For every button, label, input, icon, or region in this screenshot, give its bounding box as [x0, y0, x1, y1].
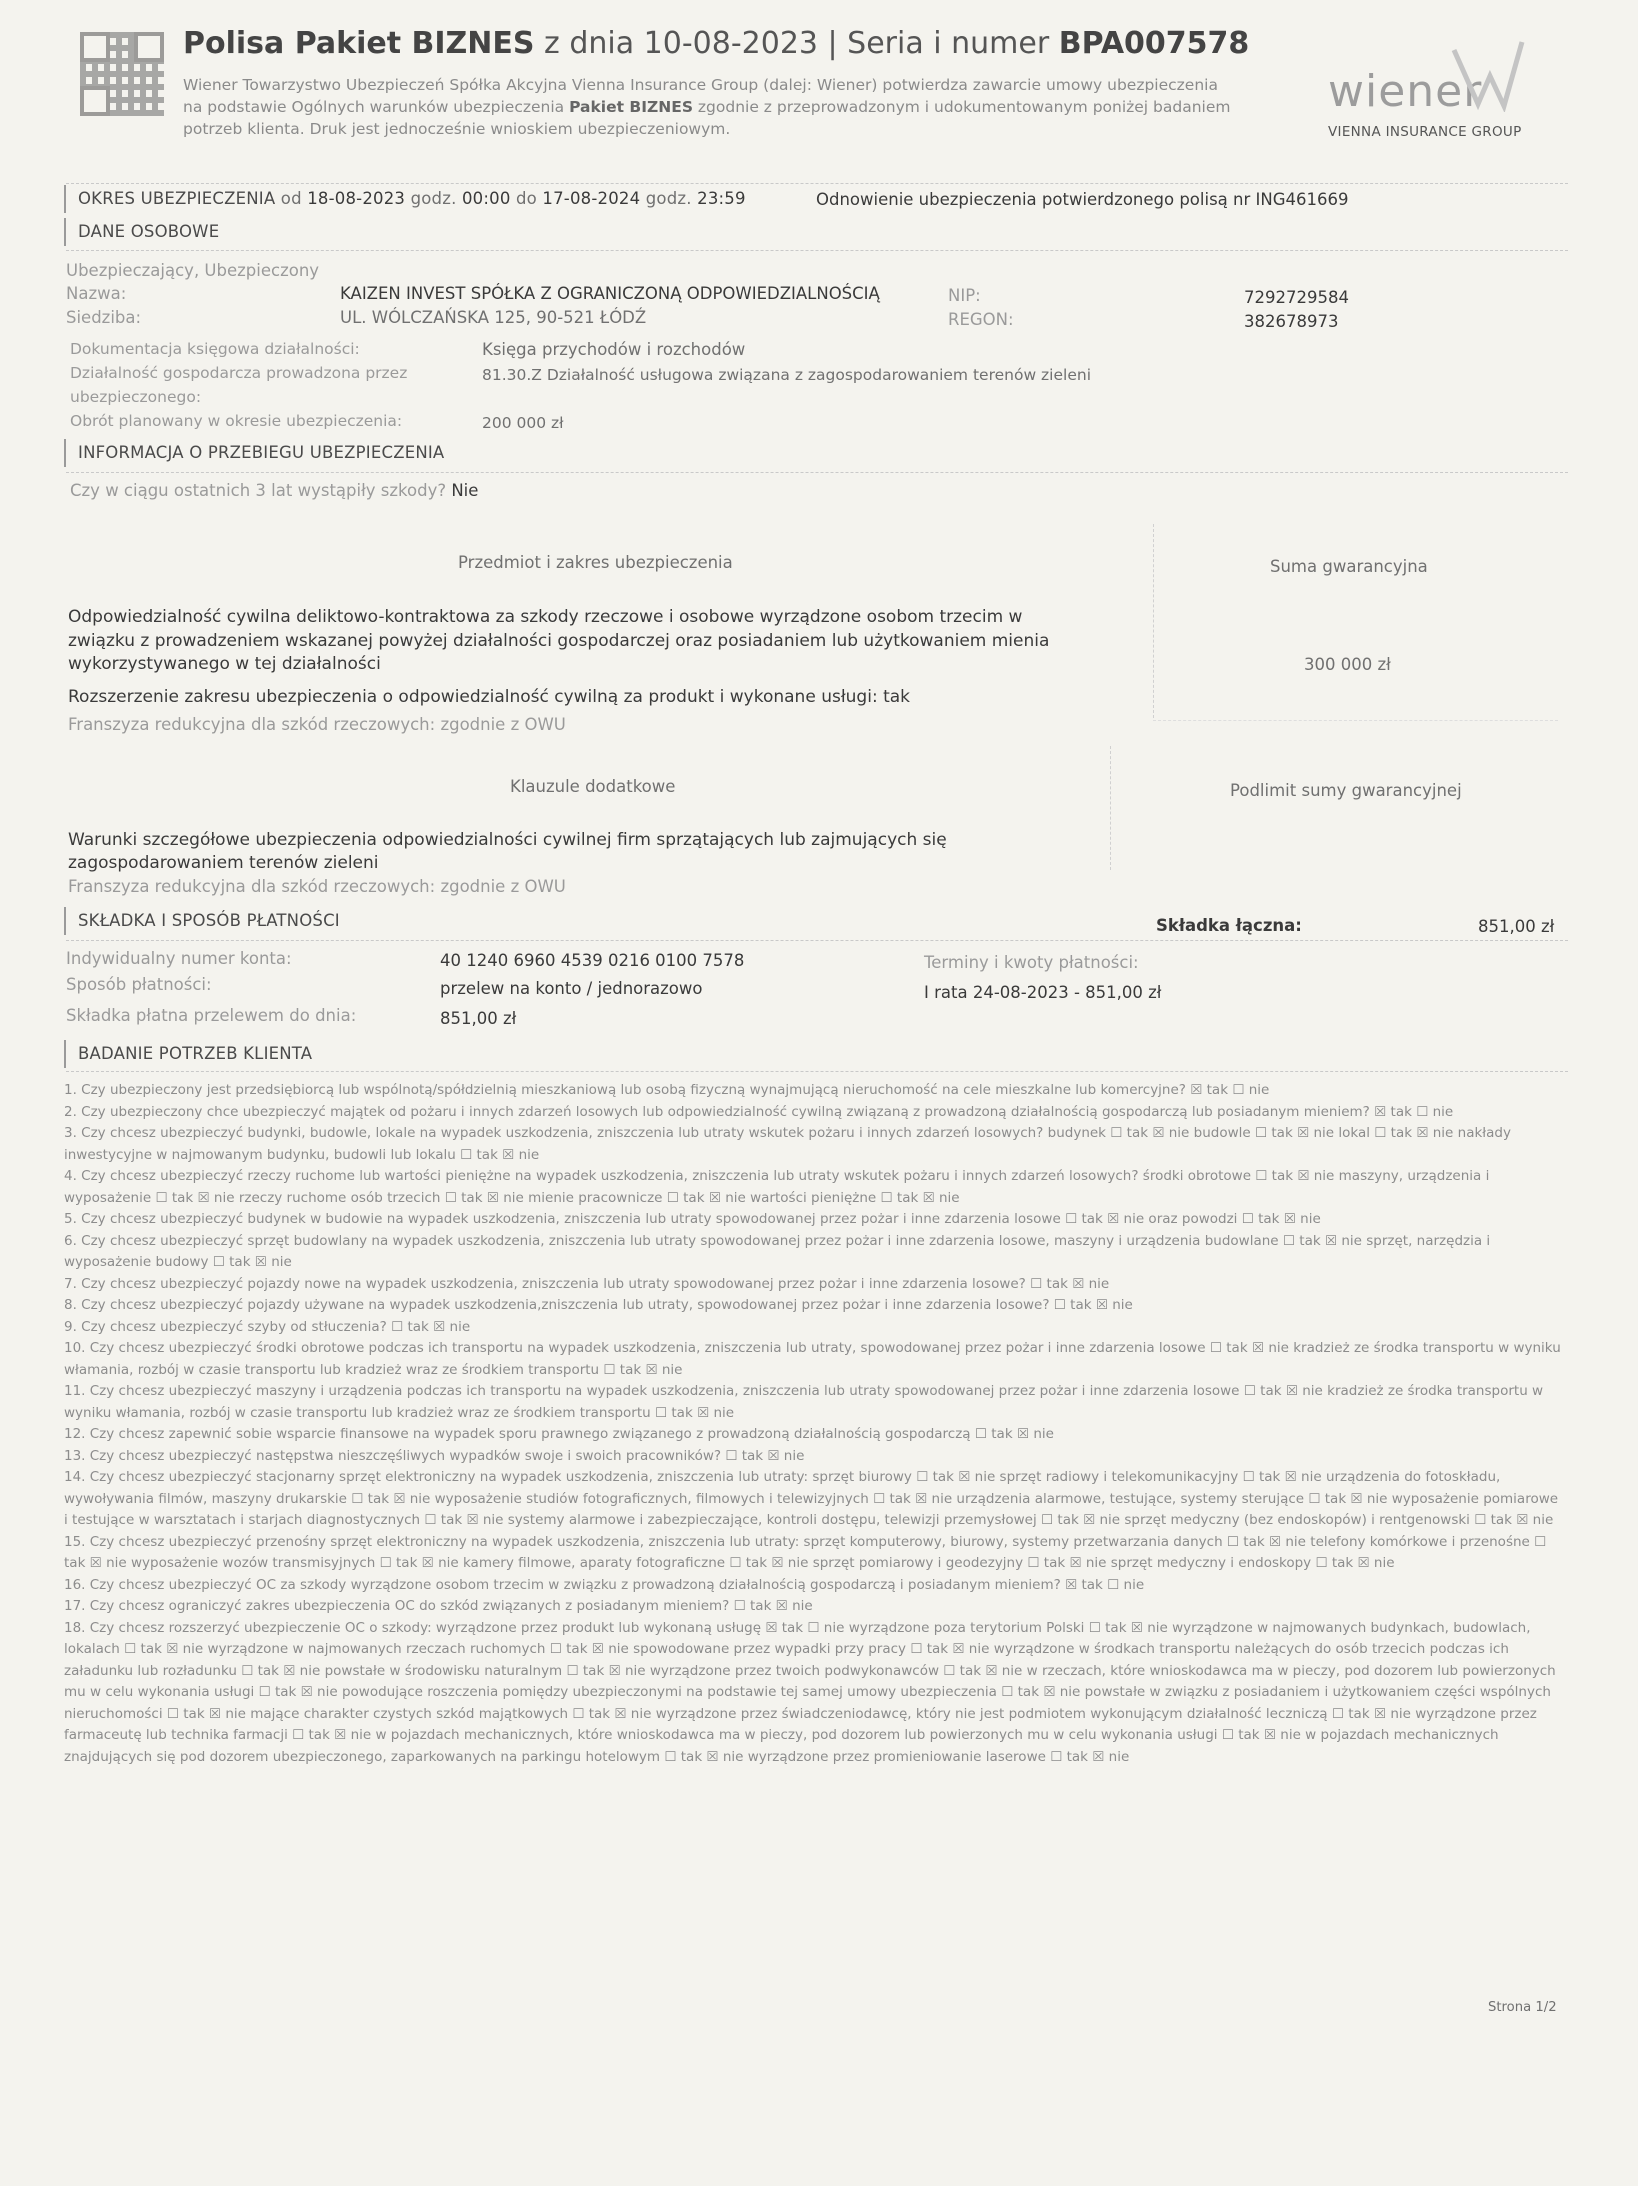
role-label: Ubezpieczający, Ubezpieczony [66, 261, 320, 280]
page-number: Strona 1/2 [1488, 2000, 1557, 2015]
renewal-note: Odnowienie ubezpieczenia potwierdzonego polisą nr ING461669 [816, 190, 1349, 209]
col-subject-header: Przedmiot i zakres ubezpieczenia [458, 553, 733, 572]
needs-question-15: 15. Czy chcesz ubezpieczyć przenośny sprzęt elektroniczny na wypadek uszkodzenia, zniszczenia lub utraty: sprzęt komputerowy, biurowy, systemy przetwarzania danych ☐ tak ☒ nie telefony komórkowe i przenośne ☐ tak ☒ nie wyposażenie wozów transmisyjnych ☐ tak ☒ nie kamery filmowe, aparaty fotograficzne ☐ tak ☒ nie sprzęt pomiarowy i geodezyjny ☐ tak ☒ nie sprzęt medyczny i endoskopy ☐ tak ☒ nie [64, 1533, 1547, 1571]
document-title [183, 26, 1249, 61]
coverage-item-1a: Odpowiedzialność cywilna deliktowo-kontraktowa za szkody rzeczowe i osobowe wyrządzone osobom trzecim w [68, 607, 1023, 627]
col-clauses-header: Klauzule dodatkowe [510, 777, 676, 796]
transfer-label: Składka płatna przelewem do dnia: [66, 1006, 357, 1025]
activity-label-1: Działalność gospodarcza prowadzona przez [70, 364, 408, 382]
logo-subtitle: VIENNA INSURANCE GROUP [1328, 124, 1522, 140]
policy-name: Polisa Pakiet BIZNES [183, 26, 535, 61]
regon-value: 382678973 [1244, 312, 1339, 331]
section-personal: DANE OSOBOWE [64, 218, 219, 246]
needs-question-11: 11. Czy chcesz ubezpieczyć maszyny i urządzenia podczas ich transportu na wypadek uszkodzenia, zniszczenia lub utraty spowodowanej przez pożar i inne zdarzenia losowe ☐ tak ☒ nie kradzież ze środka transportu w wyniku włamania, rozbój w czasie transportu lub kradzież wraz ze środkiem transportu ☐ tak ☒ nie [64, 1383, 1544, 1421]
needs-question-2: 2. Czy ubezpieczony chce ubezpieczyć majątek od pożaru i innych zdarzeń losowych lub odpowiedzialność cywilną związaną z prowadzoną działalnością gospodarczą lub posiadanym mieniem? ☒ tak ☐ nie [64, 1103, 1454, 1120]
needs-question-17: 17. Czy chcesz ograniczyć zakres ubezpieczenia OC do szkód związanych z posiadanym mieniem? ☐ tak ☒ nie [64, 1598, 813, 1614]
intro-line-3: potrzeb klienta. Druk jest jednocześnie wnioskiem ubezpieczeniowym. [183, 120, 731, 138]
needs-question-12: 12. Czy chcesz zapewnić sobie wsparcie finansowe na wypadek sporu prawnego związanego z prowadzoną działalnością gospodarczą ☐ tak ☒ nie [64, 1426, 1054, 1442]
period-od: od [280, 189, 302, 208]
policy-number: BPA007578 [1058, 26, 1250, 61]
needs-question-16: 16. Czy chcesz ubezpieczyć OC za szkody wyrządzone osobom trzecim w związku z prowadzoną działalnością gospodarczą i posiadanym mieniem? ☒ tak ☐ nie [64, 1576, 1145, 1593]
nip-value: 7292729584 [1244, 288, 1349, 307]
period-godz-1: godz. [410, 189, 457, 208]
needs-question-9: 9. Czy chcesz ubezpieczyć szyby od stłuczenia? ☐ tak ☒ nie [64, 1318, 471, 1335]
installment-value: I rata 24-08-2023 - 851,00 zł [924, 983, 1162, 1002]
account-label: Indywidualny numer konta: [66, 949, 292, 968]
coverage-item-1c: wykorzystywanego w tej działalności [68, 654, 381, 674]
col-sublimit-header: Podlimit sumy gwarancyjnej [1230, 781, 1462, 800]
intro-line-2b: Pakiet BIZNES [569, 98, 693, 116]
needs-question-list [64, 1080, 1564, 1768]
activity-label-2: ubezpieczonego: [70, 388, 202, 406]
qr-code [80, 32, 164, 116]
needs-question-4: 4. Czy chcesz ubezpieczyć rzeczy ruchome lub wartości pieniężne na wypadek uszkodzenia, zniszczenia lub utraty wskutek pożaru i innych zdarzeń losowych? środki obrotowe ☐ tak ☒ nie maszyny, urządzenia i wyposażenie ☐ tak ☒ nie rzeczy ruchome osób trzecich ☐ tak ☒ nie mienie pracownicze ☐ tak ☒ nie wartości pieniężne ☐ tak ☒ nie [64, 1168, 1490, 1206]
seat-label: Siedziba: [66, 308, 142, 327]
method-label: Sposób płatności: [66, 975, 212, 994]
intro-line-2a: na podstawie Ogólnych warunków ubezpieczenia [183, 98, 565, 116]
franchise-1: Franszyza redukcyjna dla szkód rzeczowych: zgodnie z OWU [68, 715, 566, 734]
nip-label: NIP: [948, 286, 981, 305]
name-label: Nazwa: [66, 284, 127, 303]
seat-value: UL. WÓLCZAŃSKA 125, 90-521 ŁÓDŹ [340, 308, 647, 327]
regon-label: REGON: [948, 310, 1014, 329]
intro-text [183, 74, 1303, 140]
name-value: KAIZEN INVEST SPÓŁKA Z OGRANICZONĄ ODPOWIEDZIALNOŚCIĄ [340, 284, 880, 303]
total-label: Składka łączna: [1156, 916, 1302, 935]
intro-line-2 [183, 96, 1303, 118]
period-row [64, 185, 746, 213]
needs-question-7: 7. Czy chcesz ubezpieczyć pojazdy nowe na wypadek uszkodzenia, zniszczenia lub utraty spowodowanej przez pożar i inne zdarzenia losowe? ☐ tak ☒ nie [64, 1275, 1110, 1292]
history-row [70, 481, 478, 500]
total-value: 851,00 zł [1478, 917, 1555, 936]
activity-value: 81.30.Z Działalność usługowa związana z zagospodarowaniem terenów zieleni [482, 366, 1091, 384]
period-from-date: 18-08-2023 [307, 189, 406, 208]
policy-date: z dnia 10-08-2023 | Seria i numer [544, 26, 1050, 61]
section-payment: SKŁADKA I SPOSÓB PŁATNOŚCI [64, 907, 340, 935]
period-from-time: 00:00 [461, 189, 511, 208]
period-to-time: 23:59 [697, 189, 746, 208]
period-godz-2: godz. [645, 189, 692, 208]
needs-question-8: 8. Czy chcesz ubezpieczyć pojazdy używane na wypadek uszkodzenia,zniszczenia lub utraty, spowodowanej przez pożar i inne zdarzenia losowe? ☐ tak ☒ nie [64, 1297, 1133, 1313]
period-to-date: 17-08-2024 [542, 189, 641, 208]
account-value: 40 1240 6960 4539 0216 0100 7578 [440, 951, 745, 970]
coverage-item-1b: związku z prowadzeniem wskazanej powyżej działalności gospodarczej oraz posiadaniem lub użytkowaniem mienia [68, 631, 1050, 651]
needs-question-1: 1. Czy ubezpieczony jest przedsiębiorcą lub wspólnotą/spółdzielnią mieszkaniową lub osobą fizyczną wynajmującą nieruchomość na cele mieszkalne lub komercyjne? ☒ tak ☐ nie [64, 1082, 1270, 1098]
turnover-label: Obrót planowany w okresie ubezpieczenia: [70, 412, 403, 430]
section-needs: BADANIE POTRZEB KLIENTA [64, 1040, 312, 1068]
period-do: do [515, 189, 537, 208]
clause-1b: zagospodarowaniem terenów zieleni [68, 853, 379, 873]
logo-mark-icon [1448, 36, 1528, 112]
history-question: Czy w ciągu ostatnich 3 lat wystąpiły szkody? [70, 481, 447, 500]
turnover-value: 200 000 zł [482, 414, 564, 432]
terms-label: Terminy i kwoty płatności: [924, 953, 1139, 972]
needs-question-5: 5. Czy chcesz ubezpieczyć budynek w budowie na wypadek uszkodzenia, zniszczenia lub utraty spowodowanej przez pożar i inne zdarzenia losowe ☐ tak ☒ nie oraz powodzi ☐ tak ☒ nie [64, 1211, 1321, 1227]
sum-value: 300 000 zł [1304, 655, 1391, 674]
col-sum-header: Suma gwarancyjna [1270, 557, 1428, 576]
method-value: przelew na konto / jednorazowo [440, 979, 703, 998]
needs-question-13: 13. Czy chcesz ubezpieczyć następstwa nieszczęśliwych wypadków swoje i swoich pracowników? ☐ tak ☒ nie [64, 1447, 805, 1464]
coverage-item-2: Rozszerzenie zakresu ubezpieczenia o odpowiedzialność cywilną za produkt i wykonane usługi: tak [68, 687, 910, 707]
needs-question-10: 10. Czy chcesz ubezpieczyć środki obrotowe podczas ich transportu na wypadek uszkodzenia, zniszczenia lub utraty, spowodowanej przez pożar i inne zdarzenia losowe ☐ tak ☒ nie kradzież ze środka transportu w wyniku włamania, rozbój w czasie transportu lub kradzież wraz ze środkiem transportu ☐ tak ☒ nie [64, 1340, 1561, 1378]
needs-question-6: 6. Czy chcesz ubezpieczyć sprzęt budowlany na wypadek uszkodzenia, zniszczenia lub utraty spowodowanej przez pożar i inne zdarzenia losowe, maszyny i urządzenia budowlane ☐ tak ☒ nie sprzęt, narzędzia i wyposażenie budowy ☐ tak ☒ nie [64, 1232, 1491, 1270]
wiener-logo: wiener [1328, 66, 1483, 117]
needs-question-14: 14. Czy chcesz ubezpieczyć stacjonarny sprzęt elektroniczny na wypadek uszkodzenia, zniszczenia lub utraty: sprzęt biurowy ☐ tak ☒ nie sprzęt radiowy i telekomunikacyjny ☐ tak ☒ nie urządzenia do fotoskładu, wywoływania filmów, maszyny drukarskie ☐ tak ☒ nie wyposażenie studiów fotograficznych, filmowych i telewizyjnych ☐ tak ☒ nie urządzenia alarmowe, testujące, systemy sterujące ☐ tak ☒ nie wyposażenie pomiarowe i testujące w warsztatach i starjach diagnostycznych ☐ tak ☒ nie systemy alarmowe i zabezpieczające, kontroli dostępu, telewizji przemysłowej ☐ tak ☒ nie sprzęt medyczny (bez endoskopów) i rentgenowski ☐ tak ☒ nie [64, 1469, 1559, 1528]
period-label: OKRES UBEZPIECZENIA [78, 189, 276, 208]
transfer-value: 851,00 zł [440, 1009, 517, 1028]
needs-question-18: 18. Czy chcesz rozszerzyć ubezpieczenie OC o szkody: wyrządzone przez produkt lub wykonaną usługę ☒ tak ☐ nie wyrządzone poza terytorium Polski ☐ tak ☒ nie wyrządzone w najmowanych budynkach, budowlach, lokalach ☐ tak ☒ nie wyrządzone w najmowanych rzeczach ruchomych ☐ tak ☒ nie spowodowane przez wypadki przy pracy ☐ tak ☒ nie wyrządzone w środkach transportu należących do osób trzecich podczas ich załadunku lub rozładunku ☐ tak ☒ nie powstałe w środowisku naturalnym ☐ tak ☒ nie wyrządzone przez twoich podwykonawców ☐ tak ☒ nie w rzeczach, które wnioskodawca ma w pieczy, pod dozorem lub powierzonych mu w celu wykonania usługi ☐ tak ☒ nie powodujące roszczenia pomiędzy ubezpieczonymi na podstawie tej samej umowy ubezpieczenia ☐ tak ☒ nie powstałe w związku z posiadaniem i użytkowaniem części wspólnych nieruchomości ☐ tak ☒ nie mające charakter czystych szkód majątkowych ☐ tak ☒ nie wyrządzone przez świadczeniodawcę, który nie jest podmiotem wykonującym działalność leczniczą ☐ tak ☒ nie wyrządzone przez farmaceutę lub technika farmacji ☐ tak ☒ nie w pojazdach mechanicznych, które wnioskodawca ma w pieczy, pod dozorem lub powierzonych mu w celu wykonania usługi ☐ tak ☒ nie w pojazdach mechanicznych znajdujących się pod dozorem ubezpieczonego, zaparkowanych na parkingu hotelowym ☐ tak ☒ nie wyrządzone przez promieniowanie laserowe ☐ tak ☒ nie [64, 1619, 1556, 1765]
franchise-2: Franszyza redukcyjna dla szkód rzeczowych: zgodnie z OWU [68, 877, 566, 896]
section-history: INFORMACJA O PRZEBIEGU UBEZPIECZENIA [64, 439, 444, 467]
docs-value: Księga przychodów i rozchodów [482, 340, 746, 359]
intro-line-2c: zgodnie z przeprowadzonym i udokumentowanym poniżej badaniem [697, 98, 1231, 116]
history-answer: Nie [451, 481, 479, 500]
clause-1a: Warunki szczegółowe ubezpieczenia odpowiedzialności cywilnej firm sprzątających lub zajmujących się [68, 830, 947, 850]
needs-question-3: 3. Czy chcesz ubezpieczyć budynki, budowle, lokale na wypadek uszkodzenia, zniszczenia lub utraty wskutek pożaru i innych zdarzeń losowych? budynek ☐ tak ☒ nie budowle ☐ tak ☒ nie lokal ☐ tak ☒ nie nakłady inwestycyjne w najmowanym budynku, budowli lub lokalu ☐ tak ☒ nie [64, 1125, 1511, 1163]
intro-line-1: Wiener Towarzystwo Ubezpieczeń Spółka Akcyjna Vienna Insurance Group (dalej: Wiener) potwierdza zawarcie umowy ubezpieczenia [183, 76, 1218, 94]
docs-label: Dokumentacja księgowa działalności: [70, 340, 360, 358]
